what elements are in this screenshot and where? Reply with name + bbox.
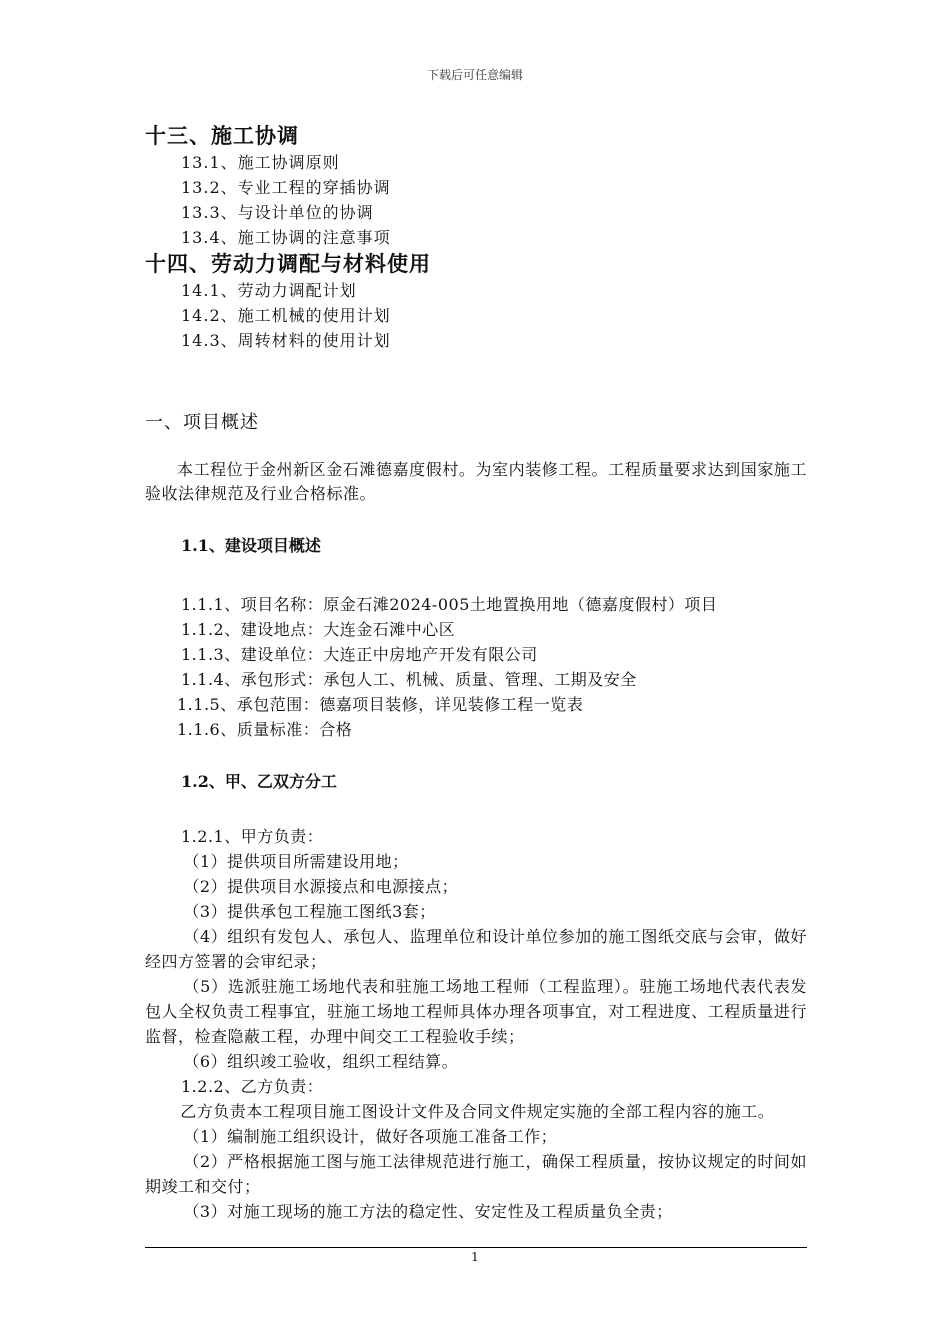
- party-b-item: （2）严格根据施工图与施工法律规范进行施工，确保工程质量，按协议规定的时间如期竣工和交付；: [145, 1152, 807, 1196]
- toc-item: 13.1、施工协调原则: [181, 153, 340, 172]
- project-field: 1.1.6、质量标准：合格: [177, 720, 353, 739]
- project-field: 1.1.4、承包形式：承包人工、机械、质量、管理、工期及安全: [181, 670, 637, 689]
- party-a-item: （5）选派驻施工场地代表和驻施工场地工程师（工程监理）。驻施工场地代表代表发包人全权负责工程事宜，驻施工场地工程师具体办理各项事宜，对工程进度、工程质量进行监督，检查隐蔽工程，办理中间交工工程验收手续；: [145, 977, 807, 1046]
- party-a-item: （2）提供项目水源接点和电源接点；: [183, 877, 459, 896]
- party-a-item: （4）组织有发包人、承包人、监理单位和设计单位参加的施工图纸交底与会审，做好经四方签署的会审纪录；: [145, 927, 807, 971]
- party-a-label: 1.2.1、甲方负责：: [181, 827, 324, 846]
- party-b-intro: 乙方负责本工程项目施工图设计文件及合同文件规定实施的全部工程内容的施工。: [180, 1102, 775, 1121]
- toc: [145, 122, 807, 353]
- party-b-item: （1）编制施工组织设计，做好各项施工准备工作；: [183, 1127, 558, 1146]
- toc-item: 13.4、施工协调的注意事项: [181, 228, 391, 247]
- section-title: 一、项目概述: [145, 412, 259, 433]
- party-a-item: （1）提供项目所需建设用地；: [183, 852, 409, 871]
- project-field: 1.1.1、项目名称：原金石滩2024-005土地置换用地（德嘉度假村）项目: [181, 595, 718, 614]
- party-a-item: （6）组织竣工验收，组织工程结算。: [183, 1052, 459, 1071]
- responsibilities: [145, 824, 807, 1224]
- subsection-title: 1.1、建设项目概述: [181, 536, 321, 555]
- intro-paragraph: 本工程位于金州新区金石滩德嘉度假村。为室内装修工程。工程质量要求达到国家施工验收法律规范及行业合格标准。: [145, 460, 807, 503]
- project-field: 1.1.2、建设地点：大连金石滩中心区: [181, 620, 456, 639]
- page-number: 1: [471, 1250, 479, 1264]
- toc-item: 13.2、专业工程的穿插协调: [181, 178, 391, 197]
- toc-heading: 十三、施工协调: [145, 123, 299, 148]
- toc-item: 14.1、劳动力调配计划: [181, 281, 357, 300]
- page-header: 下载后可任意编辑: [426, 68, 523, 82]
- project-field: 1.1.3、建设单位：大连正中房地产开发有限公司: [181, 645, 538, 664]
- project-field: 1.1.5、承包范围：德嘉项目装修，详见装修工程一览表: [177, 695, 584, 714]
- project-fields: [145, 592, 807, 742]
- toc-item: 14.3、周转材料的使用计划: [181, 331, 391, 350]
- toc-item: 14.2、施工机械的使用计划: [181, 306, 391, 325]
- footer-divider: [145, 1247, 807, 1248]
- toc-item: 13.3、与设计单位的协调: [181, 203, 374, 222]
- subsection-title: 1.2、甲、乙双方分工: [181, 772, 337, 791]
- document-body: [145, 122, 807, 1224]
- party-b-item: （3）对施工现场的施工方法的稳定性、安定性及工程质量负全责；: [183, 1202, 673, 1221]
- party-b-label: 1.2.2、乙方负责：: [181, 1077, 324, 1096]
- toc-heading: 十四、劳动力调配与材料使用: [145, 251, 431, 276]
- party-a-item: （3）提供承包工程施工图纸3套；: [183, 902, 436, 921]
